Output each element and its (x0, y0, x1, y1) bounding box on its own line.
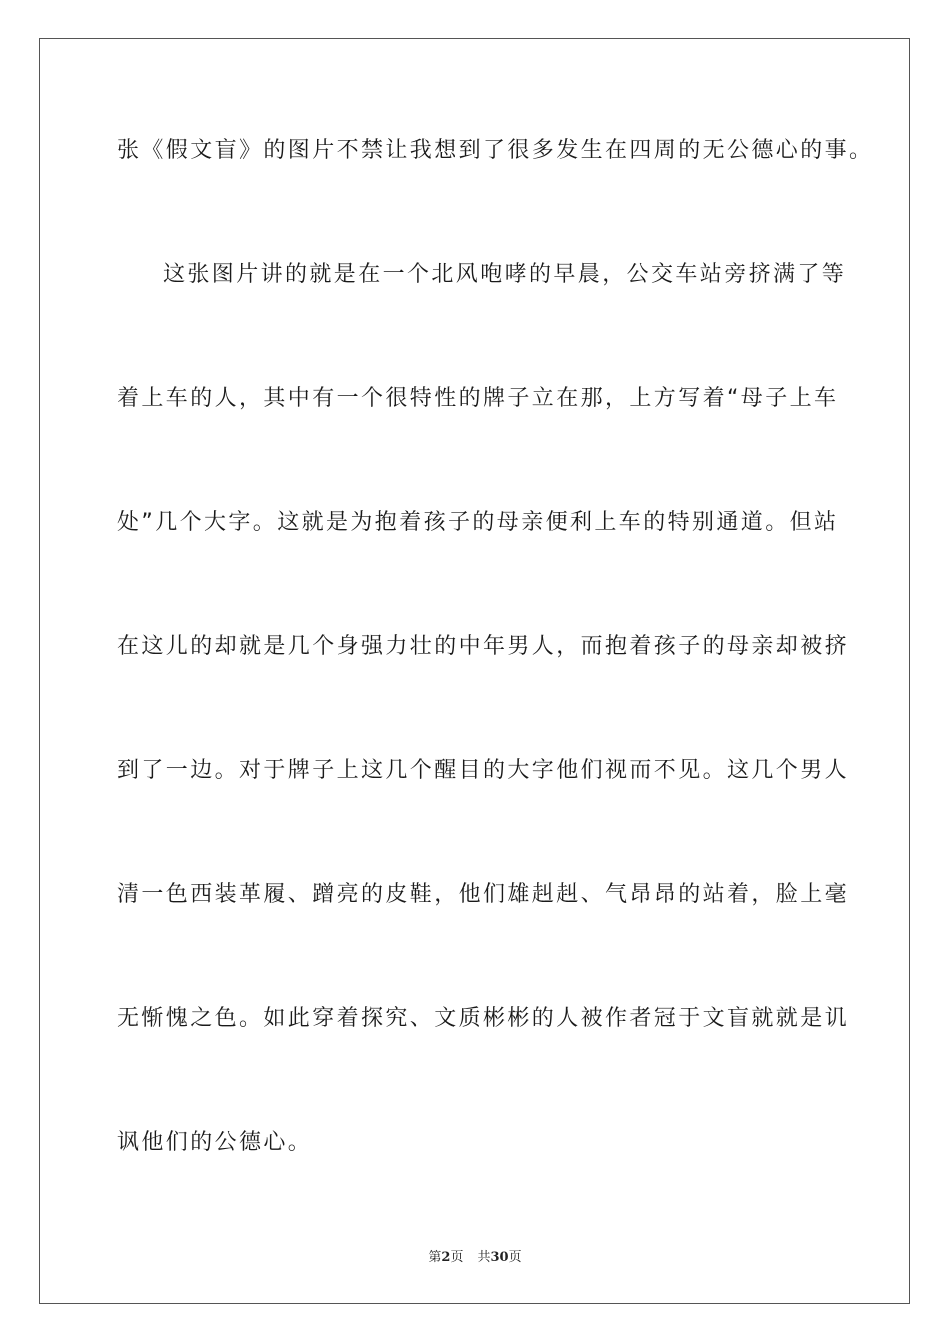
total-suffix: 页 (508, 1250, 522, 1265)
body-line-9: 讽他们的公德心。 (117, 1130, 313, 1155)
body-line-2: 这张图片讲的就是在一个北风咆哮的早晨，公交车站旁挤满了等 (163, 262, 847, 287)
body-line-8: 无惭愧之色。如此穿着探究、文质彬彬的人被作者冠于文盲就就是讥 (117, 1006, 850, 1031)
body-line-7: 清一色西装革履、蹭亮的皮鞋，他们雄赳赳、气昂昂的站着，脸上毫 (117, 882, 850, 907)
total-prefix: 共 (477, 1250, 491, 1265)
body-line-6: 到了一边。对于牌子上这几个醒目的大字他们视而不见。这几个男人 (117, 758, 850, 783)
body-line-5: 在这儿的却就是几个身强力壮的中年男人，而抱着孩子的母亲却被挤 (117, 634, 850, 659)
page-suffix: 页 (450, 1250, 464, 1265)
page-number: 2 (441, 1250, 451, 1265)
total-pages: 30 (490, 1250, 509, 1265)
body-line-1: 张《假文盲》的图片不禁让我想到了很多发生在四周的无公德心的事。 (117, 138, 874, 163)
page-footer (0, 1246, 950, 1265)
page-prefix: 第 (428, 1250, 442, 1265)
body-line-3: 着上车的人，其中有一个很特性的牌子立在那，上方写着“母子上车 (117, 386, 839, 411)
page-border (39, 38, 910, 1304)
body-line-4: 处”几个大字。这就是为抱着孩子的母亲便利上车的特别通道。但站 (117, 510, 839, 535)
